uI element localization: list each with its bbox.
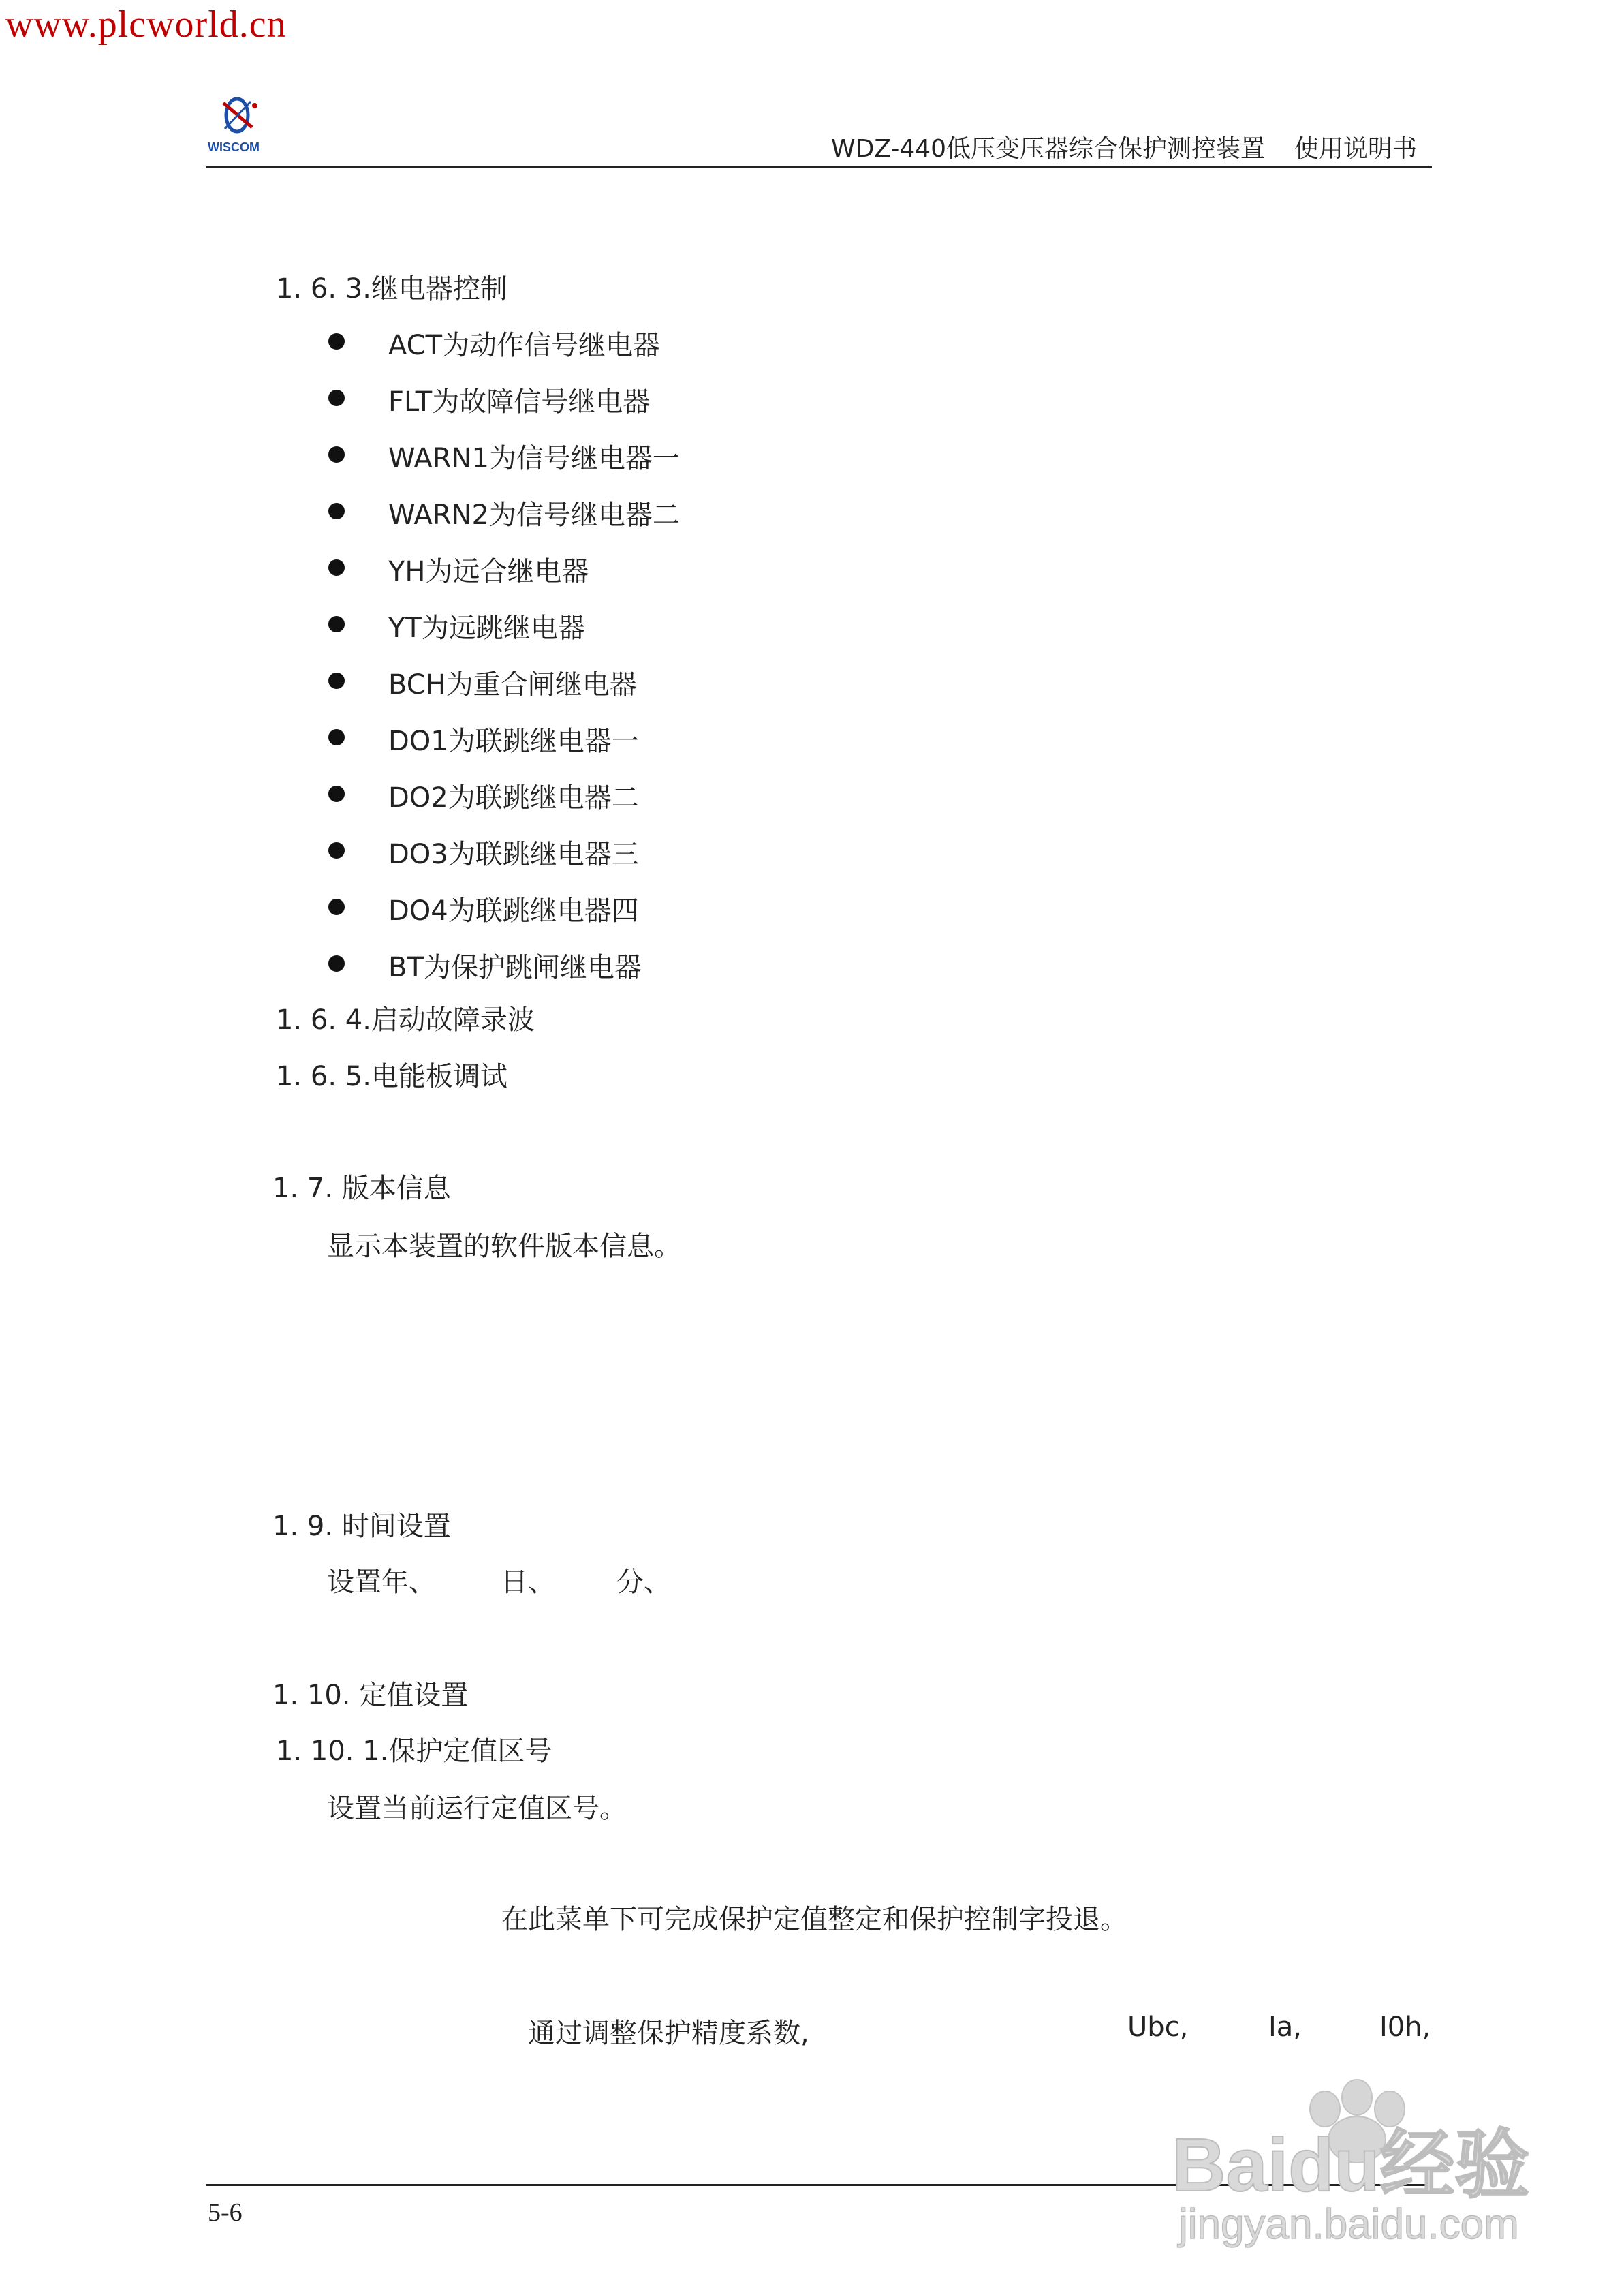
time-setting-minute: 分、: [616, 1567, 671, 1598]
relay-list-item: FLT为故障信号继电器: [388, 386, 651, 418]
watermark-brand: Baidu经验: [1172, 2123, 1530, 2207]
header-rule: [206, 166, 1432, 168]
relay-list-item: DO2为联跳继电器二: [388, 782, 639, 814]
bullet-icon: [328, 503, 345, 519]
relay-list-item: ACT为动作信号继电器: [388, 330, 661, 361]
watermark-url: jingyan.baidu.com: [1178, 2201, 1519, 2248]
bullet-icon: [328, 559, 345, 576]
relay-list-item: DO4为联跳继电器四: [388, 895, 639, 927]
header-manual: 使用说明书: [1294, 135, 1418, 163]
bullet-icon: [328, 673, 345, 689]
relay-list-item: WARN1为信号继电器一: [388, 443, 680, 474]
section-1-6-5-heading: 1. 6. 5.电能板调试: [276, 1061, 507, 1092]
baidu-watermark: [1158, 2071, 1553, 2249]
bullet-icon: [328, 616, 345, 632]
section-1-9-heading: 1. 9. 时间设置: [272, 1511, 451, 1542]
section-1-6-3-heading: 1. 6. 3.继电器控制: [276, 273, 507, 305]
bullet-icon: [328, 842, 345, 859]
relay-list-item: YT为远跳继电器: [388, 613, 585, 644]
precision-param-ubc: Ubc,: [1127, 2012, 1189, 2043]
section-1-10-1-body: 设置当前运行定值区号。: [327, 1793, 627, 1824]
precision-note: 通过调整保护精度系数,: [528, 2018, 809, 2049]
bullet-icon: [328, 955, 345, 972]
logo-text: WISCOM: [208, 140, 260, 154]
precision-param-ia: Ia,: [1268, 2012, 1302, 2043]
bullet-icon: [328, 446, 345, 463]
section-1-6-4-heading: 1. 6. 4.启动故障录波: [276, 1004, 535, 1036]
relay-list-item: WARN2为信号继电器二: [388, 499, 680, 531]
section-1-10-heading: 1. 10. 定值设置: [272, 1680, 469, 1711]
relay-list-item: BCH为重合闸继电器: [388, 669, 637, 700]
site-url: www.plcworld.cn: [5, 3, 287, 46]
bullet-icon: [328, 899, 345, 915]
relay-list-item: DO3为联跳继电器三: [388, 839, 639, 870]
bullet-icon: [328, 729, 345, 745]
menu-note: 在此菜单下可完成保护定值整定和保护控制字投退。: [501, 1904, 1127, 1935]
page-number: 5-6: [208, 2198, 243, 2227]
relay-list-item: DO1为联跳继电器一: [388, 726, 639, 757]
precision-param-i0h: I0h,: [1379, 2012, 1431, 2043]
section-1-10-1-heading: 1. 10. 1.保护定值区号: [276, 1736, 552, 1767]
header-title: WDZ-440低压变压器综合保护测控装置: [831, 135, 1266, 163]
bullet-icon: [328, 390, 345, 406]
bullet-icon: [328, 333, 345, 350]
time-setting-year: 设置年、: [327, 1567, 436, 1598]
section-1-7-body: 显示本装置的软件版本信息。: [327, 1231, 681, 1262]
section-1-7-heading: 1. 7. 版本信息: [272, 1173, 451, 1204]
bullet-icon: [328, 786, 345, 802]
relay-list-item: BT为保护跳闸继电器: [388, 952, 642, 983]
time-setting-day: 日、: [501, 1567, 555, 1598]
relay-list-item: YH为远合继电器: [388, 556, 589, 587]
